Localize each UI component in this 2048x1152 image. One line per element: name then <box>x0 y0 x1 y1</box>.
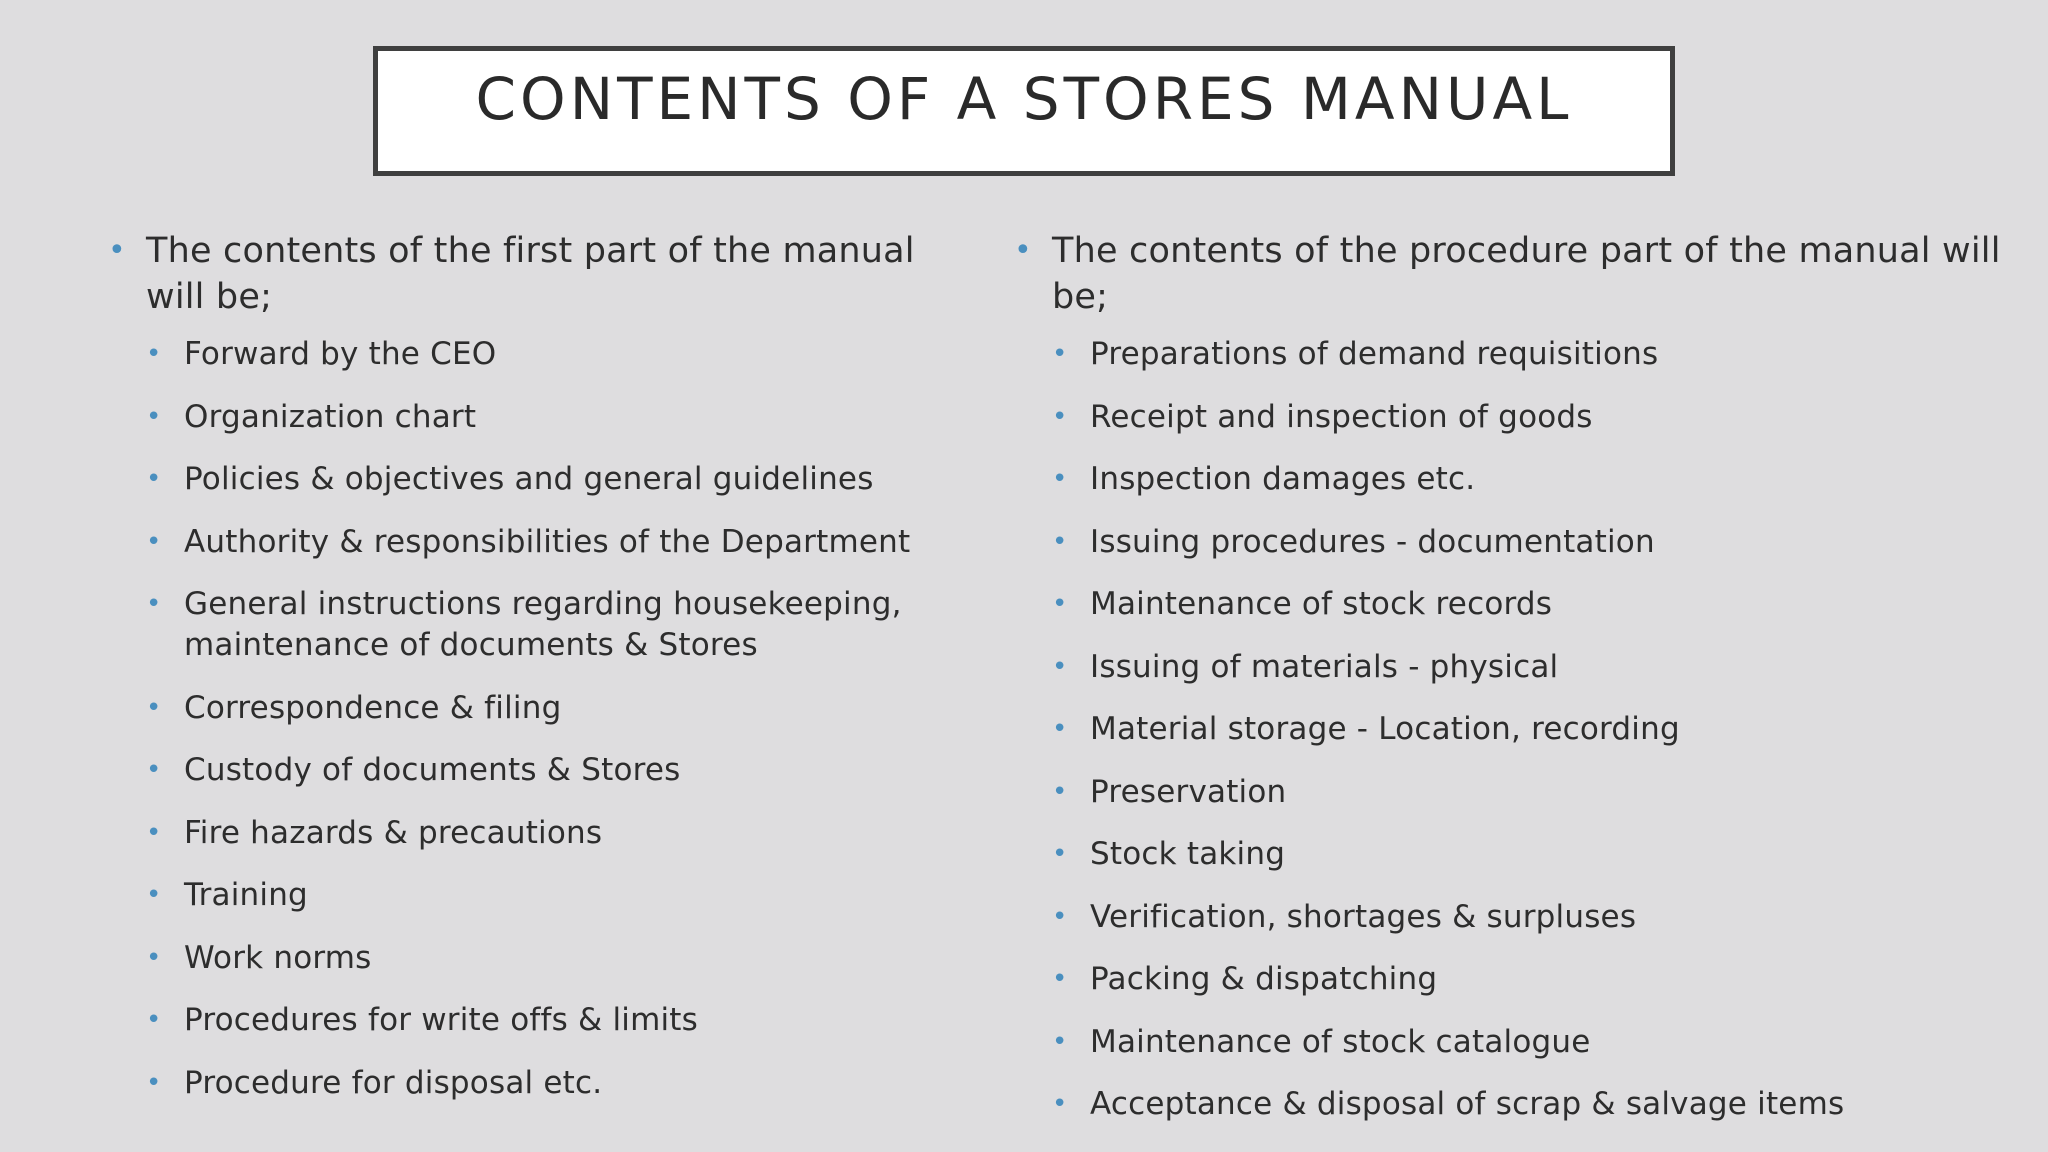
list-item-text: Maintenance of stock catalogue <box>1090 1023 1591 1060</box>
bullet-dot-icon: • <box>146 401 162 432</box>
list-item-text: Authority & responsibilities of the Department <box>184 523 911 560</box>
list-item <box>104 584 964 666</box>
bullet-dot-icon: • <box>1052 526 1068 557</box>
bullet-dot-icon: • <box>146 817 162 848</box>
list-item-text: Organization chart <box>184 398 477 435</box>
list-item-text: General instructions regarding housekeeping, maintenance of documents & Stores <box>184 586 902 663</box>
bullet-dot-icon: • <box>1014 233 1032 268</box>
list-item <box>1010 1084 2010 1125</box>
list-item-text: Issuing of materials - physical <box>1090 648 1559 685</box>
right-column <box>1010 228 2010 1147</box>
list-item-text: Preparations of demand requisitions <box>1090 336 1659 372</box>
bullet-dot-icon: • <box>146 339 162 369</box>
list-item <box>1010 709 2010 750</box>
list-item-text: Training <box>184 877 308 913</box>
list-item <box>1010 334 2010 375</box>
bullet-dot-icon: • <box>1052 714 1068 744</box>
list-item-text: Receipt and inspection of goods <box>1090 398 1593 435</box>
bullet-dot-icon: • <box>1052 901 1068 932</box>
list-item-text: Verification, shortages & surpluses <box>1090 898 1637 935</box>
list-item-text: Issuing procedures - documentation <box>1090 523 1655 560</box>
list-item-text: Material storage - Location, recording <box>1090 711 1680 747</box>
list-item-text: Acceptance & disposal of scrap & salvage items <box>1090 1086 1845 1122</box>
list-item <box>104 1063 964 1104</box>
list-item <box>1010 397 2010 438</box>
list-item <box>104 459 964 500</box>
list-item-text: Forward by the CEO <box>184 336 497 372</box>
list-item-text: Custody of documents & Stores <box>184 752 681 788</box>
bullet-dot-icon: • <box>108 233 126 268</box>
list-item <box>104 522 964 563</box>
list-item-text: Inspection damages etc. <box>1090 461 1476 497</box>
bullet-dot-icon: • <box>1052 1026 1068 1057</box>
list-item-text: Work norms <box>184 939 372 976</box>
list-item <box>104 334 964 375</box>
left-heading-item <box>104 228 964 320</box>
bullet-dot-icon: • <box>146 755 162 785</box>
list-item <box>104 750 964 791</box>
left-column <box>104 228 964 1125</box>
bullet-dot-icon: • <box>146 1067 162 1098</box>
right-sublist <box>1010 334 2010 1125</box>
left-heading-text: The contents of the first part of the manual will be; <box>146 231 915 317</box>
list-item <box>1010 772 2010 813</box>
list-item <box>104 875 964 916</box>
list-item <box>1010 834 2010 875</box>
list-item <box>104 1000 964 1041</box>
list-item <box>1010 584 2010 625</box>
bullet-dot-icon: • <box>1052 651 1068 682</box>
bullet-dot-icon: • <box>146 526 162 557</box>
bullet-dot-icon: • <box>1052 1089 1068 1119</box>
bullet-dot-icon: • <box>146 692 162 723</box>
right-heading-item <box>1010 228 2010 320</box>
left-sublist <box>104 334 964 1104</box>
list-item <box>1010 647 2010 688</box>
bullet-dot-icon: • <box>1052 464 1068 494</box>
bullet-dot-icon: • <box>1052 839 1068 869</box>
bullet-dot-icon: • <box>146 464 162 494</box>
list-item <box>1010 897 2010 938</box>
list-item <box>104 397 964 438</box>
list-item-text: Preservation <box>1090 773 1287 810</box>
bullet-dot-icon: • <box>146 1005 162 1035</box>
list-item <box>1010 459 2010 500</box>
list-item-text: Maintenance of stock records <box>1090 586 1553 622</box>
right-heading-text: The contents of the procedure part of the manual will be; <box>1052 231 2001 317</box>
bullet-dot-icon: • <box>1052 776 1068 807</box>
list-item <box>1010 959 2010 1000</box>
list-item-text: Packing & dispatching <box>1090 961 1438 997</box>
list-item <box>104 688 964 729</box>
list-item <box>1010 1022 2010 1063</box>
list-item-text: Fire hazards & precautions <box>184 814 603 851</box>
bullet-dot-icon: • <box>146 942 162 973</box>
list-item-text: Procedures for write offs & limits <box>184 1002 699 1038</box>
bullet-dot-icon: • <box>1052 964 1068 994</box>
title-box <box>373 46 1675 176</box>
bullet-dot-icon: • <box>1052 401 1068 432</box>
slide-title: CONTENTS OF A STORES MANUAL <box>475 65 1573 133</box>
list-item-text: Stock taking <box>1090 836 1286 872</box>
list-item-text: Procedure for disposal etc. <box>184 1064 603 1101</box>
list-item <box>104 813 964 854</box>
bullet-dot-icon: • <box>1052 339 1068 369</box>
list-item-text: Policies & objectives and general guidelines <box>184 461 874 497</box>
bullet-dot-icon: • <box>1052 589 1068 619</box>
list-item <box>104 938 964 979</box>
bullet-dot-icon: • <box>146 589 162 619</box>
list-item <box>1010 522 2010 563</box>
bullet-dot-icon: • <box>146 880 162 910</box>
list-item-text: Correspondence & filing <box>184 689 562 726</box>
